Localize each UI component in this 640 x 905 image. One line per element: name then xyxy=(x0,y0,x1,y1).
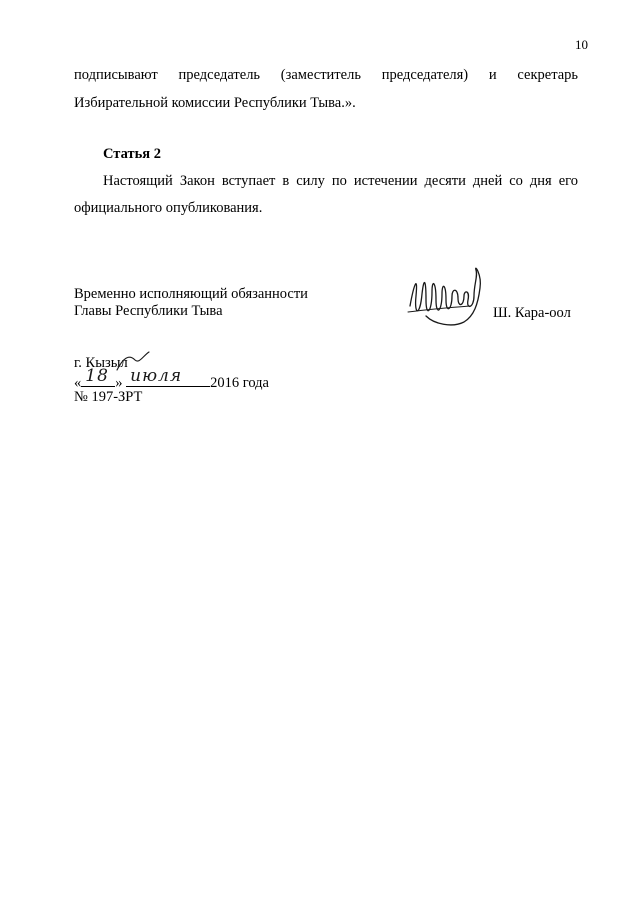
date-day-blank xyxy=(81,366,115,387)
signatory-title-line-1: Временно исполняющий обязанности xyxy=(74,286,308,302)
signatory-title-line-2: Главы Республики Тыва xyxy=(74,303,223,319)
handwritten-signature xyxy=(404,266,488,330)
date-quote-close: » xyxy=(115,375,123,391)
page-number: 10 xyxy=(575,37,588,52)
signatory-name: Ш. Кара-оол xyxy=(493,305,571,321)
date-day-handwritten: 18 xyxy=(85,366,109,386)
date-month-blank xyxy=(126,366,210,387)
article-heading: Статья 2 xyxy=(103,146,161,162)
place-of-signing: г. Кызыл xyxy=(74,355,128,371)
law-number: № 197-ЗРТ xyxy=(74,389,143,405)
date-year: 2016 года xyxy=(210,375,269,391)
date-month-handwritten: июля xyxy=(130,366,183,386)
paragraph-1-line-2: Избирательной комиссии Республики Тыва.». xyxy=(74,95,356,111)
date-quote-open: « xyxy=(74,375,82,391)
article-text-line-1: Настоящий Закон вступает в силу по истечении десяти дней со дня его xyxy=(103,173,578,189)
signatory-title xyxy=(74,286,308,320)
article-text-line-2: официального опубликования. xyxy=(74,200,263,216)
paragraph-1-line-1: подписывают председатель (заместитель председателя) и секретарь xyxy=(74,67,578,83)
